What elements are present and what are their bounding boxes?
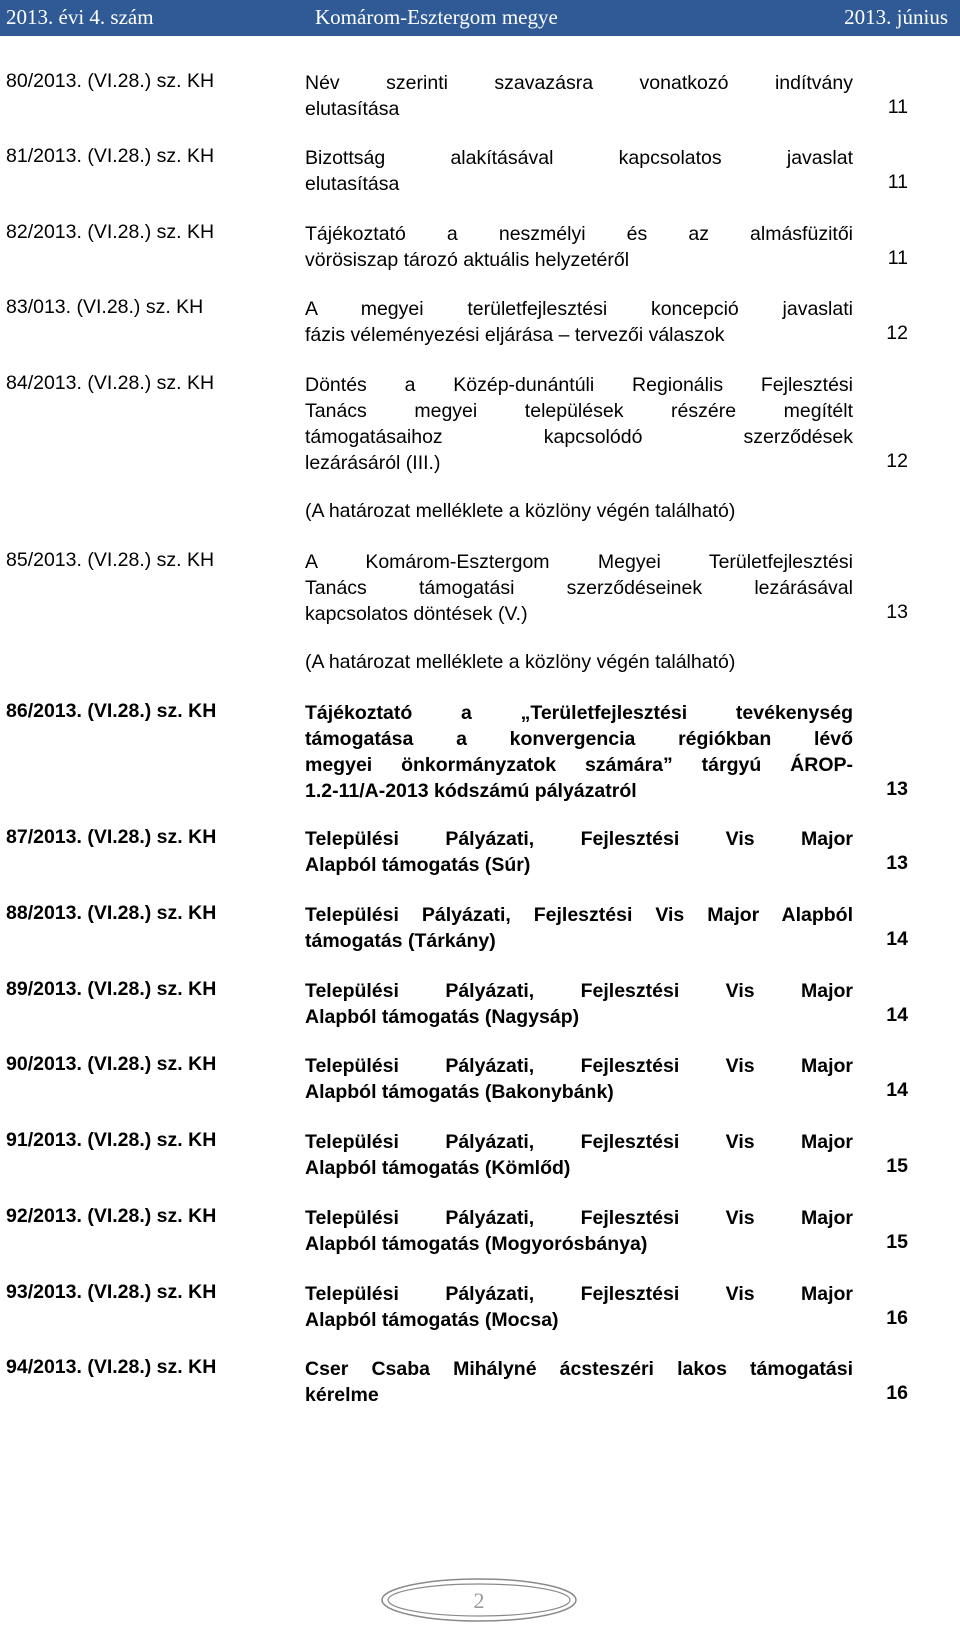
title-line: Települési Pályázati, Fejlesztési Vis Major: [305, 1055, 853, 1077]
resolution-number: 91/2013. (VI.28.) sz. KH: [6, 1129, 217, 1151]
resolution-number: 88/2013. (VI.28.) sz. KH: [6, 902, 217, 924]
title-line: 1.2-11/A-2013 kódszámú pályázatról: [305, 780, 637, 802]
resolution-number: 83/013. (VI.28.) sz. KH: [6, 296, 204, 318]
title-line: elutasítása: [305, 173, 400, 195]
title-line: elutasítása: [305, 98, 400, 120]
title-line: A Komárom-Esztergom Megyei Területfejlesztési: [305, 551, 853, 573]
title-line: Cser Csaba Mihályné ácsteszéri lakos támogatási: [305, 1358, 853, 1380]
resolution-number: 82/2013. (VI.28.) sz. KH: [6, 221, 215, 243]
title-line: Bizottság alakításával kapcsolatos javaslat: [305, 147, 853, 169]
title-line: Tanács támogatási szerződéseinek lezárásával: [305, 577, 853, 599]
title-line: Tanács megyei települések részére megítélt: [305, 400, 853, 422]
page-reference: 16: [886, 1307, 908, 1329]
resolution-title: [305, 1281, 853, 1333]
title-line: Döntés a Közép-dunántúli Regionális Fejlesztési: [305, 374, 853, 396]
resolution-title: [305, 978, 853, 1030]
resolution-title: [305, 549, 853, 627]
page-reference: 12: [886, 322, 908, 344]
title-line: támogatás (Tárkány): [305, 930, 496, 952]
page-reference: 14: [886, 1079, 908, 1101]
title-line: Alapból támogatás (Nagysáp): [305, 1006, 580, 1028]
resolution-title: [305, 145, 853, 197]
title-line: Alapból támogatás (Kömlőd): [305, 1157, 571, 1179]
title-line: Név szerinti szavazásra vonatkozó indítvány: [305, 72, 853, 94]
title-line: Alapból támogatás (Bakonybánk): [305, 1081, 614, 1103]
issue-label: 2013. évi 4. szám: [6, 5, 154, 29]
title-line: lezárásáról (III.): [305, 452, 441, 474]
resolution-number: 94/2013. (VI.28.) sz. KH: [6, 1356, 217, 1378]
resolution-title: [305, 1129, 853, 1181]
title-line: támogatása a konvergencia régiókban lévő: [305, 728, 853, 750]
resolution-title: [305, 1205, 853, 1257]
date-label: 2013. június: [844, 5, 948, 29]
page-reference: 14: [886, 1004, 908, 1026]
title-line: Alapból támogatás (Mocsa): [305, 1309, 559, 1331]
resolution-number: 90/2013. (VI.28.) sz. KH: [6, 1053, 217, 1075]
annex-note: (A határozat melléklete a közlöny végén található): [305, 500, 736, 522]
resolution-number: 92/2013. (VI.28.) sz. KH: [6, 1205, 217, 1227]
resolution-title: [305, 1053, 853, 1105]
resolution-title: [305, 296, 853, 348]
page-reference: 16: [886, 1382, 908, 1404]
resolution-title: [305, 1356, 853, 1408]
page-reference: 15: [886, 1155, 908, 1177]
resolution-title: [305, 700, 853, 804]
resolution-number: 81/2013. (VI.28.) sz. KH: [6, 145, 215, 167]
resolution-number: 84/2013. (VI.28.) sz. KH: [6, 372, 215, 394]
title-line: Települési Pályázati, Fejlesztési Vis Major: [305, 1283, 853, 1305]
resolution-number: 86/2013. (VI.28.) sz. KH: [6, 700, 217, 722]
title-line: kérelme: [305, 1384, 379, 1406]
page-reference: 13: [886, 601, 908, 623]
title-line: Alapból támogatás (Súr): [305, 854, 531, 876]
resolution-number: 80/2013. (VI.28.) sz. KH: [6, 70, 215, 92]
resolution-title: [305, 221, 853, 273]
title-line: Tájékoztató a „Területfejlesztési tevékenység: [305, 702, 853, 724]
title-line: kapcsolatos döntések (V.): [305, 603, 528, 625]
page-reference: 14: [886, 928, 908, 950]
page-header: [0, 0, 960, 36]
county-label: Komárom-Esztergom megye: [315, 5, 558, 29]
page-reference: 11: [887, 247, 908, 269]
page-reference: 15: [886, 1231, 908, 1253]
resolution-title: [305, 372, 853, 476]
title-line: Települési Pályázati, Fejlesztési Vis Major: [305, 828, 853, 850]
page-reference: 13: [886, 852, 908, 874]
title-line: megyei önkormányzatok számára” tárgyú ÁROP-: [305, 754, 853, 776]
title-line: Települési Pályázati, Fejlesztési Vis Major: [305, 1131, 853, 1153]
resolution-number: 89/2013. (VI.28.) sz. KH: [6, 978, 217, 1000]
title-line: fázis véleményezési eljárása – tervezői válaszok: [305, 324, 725, 346]
title-line: Települési Pályázati, Fejlesztési Vis Major: [305, 980, 853, 1002]
title-line: Tájékoztató a neszmélyi és az almásfüzitői: [305, 223, 853, 245]
annex-note: (A határozat melléklete a közlöny végén található): [305, 651, 736, 673]
page-reference: 11: [887, 171, 908, 193]
title-line: A megyei területfejlesztési koncepció javaslati: [305, 298, 853, 320]
title-line: támogatásaihoz kapcsolódó szerződések: [305, 426, 853, 448]
page-reference: 13: [886, 778, 908, 800]
resolution-title: [305, 902, 853, 954]
resolution-title: [305, 70, 853, 122]
resolution-number: 85/2013. (VI.28.) sz. KH: [6, 549, 215, 571]
page-reference: 11: [887, 96, 908, 118]
resolution-number: 93/2013. (VI.28.) sz. KH: [6, 1281, 217, 1303]
title-line: vörösiszap tározó aktuális helyzetéről: [305, 249, 630, 271]
title-line: Települési Pályázati, Fejlesztési Vis Major: [305, 1207, 853, 1229]
title-line: Alapból támogatás (Mogyorósbánya): [305, 1233, 648, 1255]
resolution-number: 87/2013. (VI.28.) sz. KH: [6, 826, 217, 848]
title-line: Települési Pályázati, Fejlesztési Vis Major Alapból: [305, 904, 853, 926]
page-reference: 12: [886, 450, 908, 472]
resolution-title: [305, 826, 853, 878]
page-number: 2: [473, 1588, 485, 1613]
